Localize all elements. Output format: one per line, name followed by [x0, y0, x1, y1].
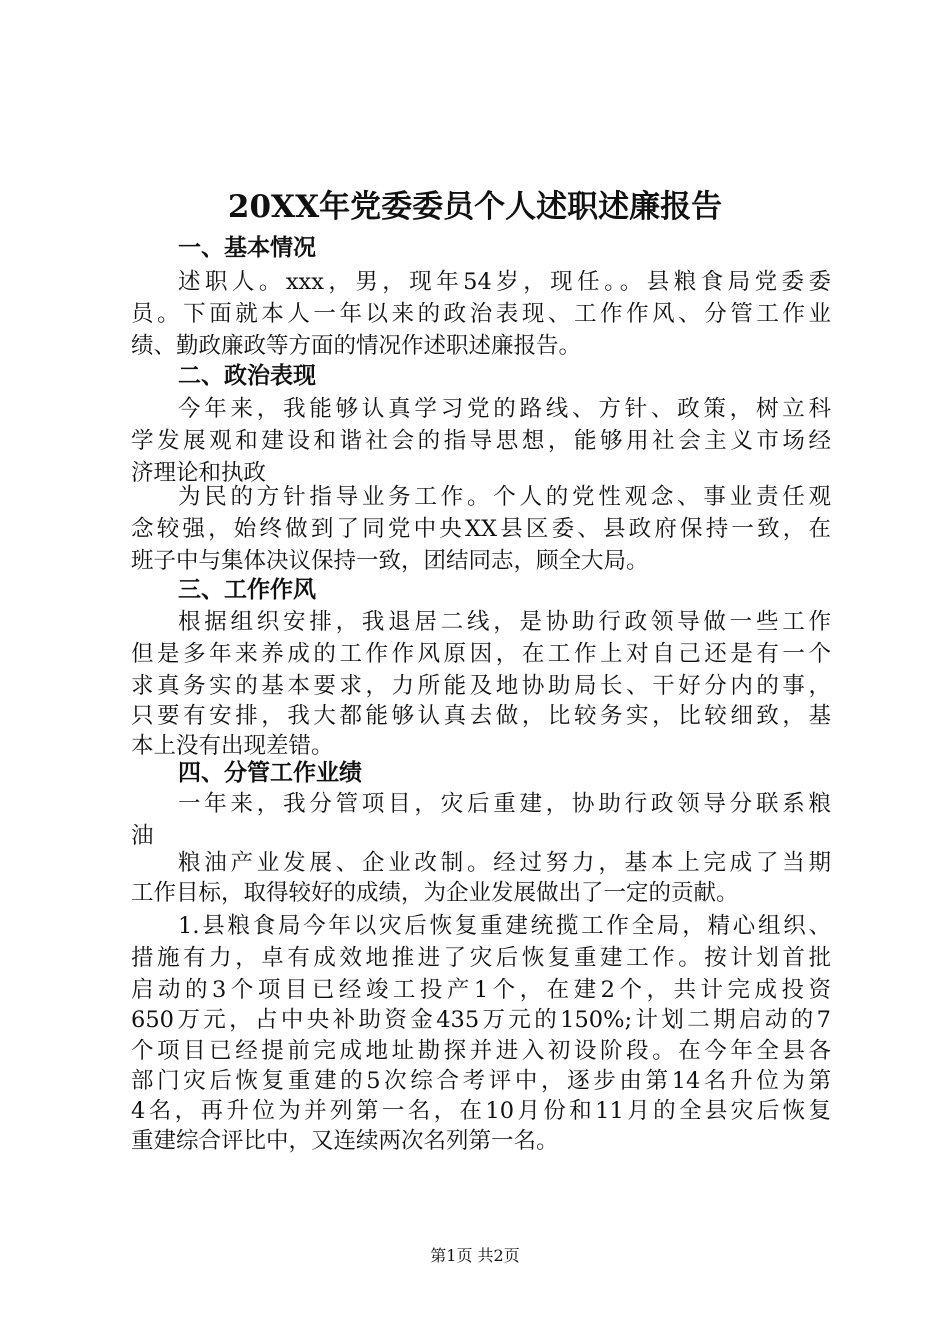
page-number-footer: 第1页 共2页	[430, 1246, 520, 1265]
paragraph-line: 为民的方针指导业务工作。个人的党性观念、事业责任观	[178, 484, 831, 510]
paragraph-line: 粮油产业发展、企业改制。经过努力，基本上完成了当期	[178, 850, 831, 876]
document-title: 20XX年党委委员个人述职述廉报告	[227, 189, 723, 225]
paragraph-line: 本上没有出现差错。	[131, 733, 334, 759]
paragraph-line: 工作目标，取得较好的成绩，为企业发展做出了一定的贡献。	[131, 880, 739, 906]
section-heading-political: 二、政治表现	[178, 363, 316, 389]
paragraph-line: 措施有力，卓有成效地推进了灾后恢复重建工作。按计划首批	[131, 945, 831, 971]
paragraph-line: 650万元，占中央补助资金435万元的150%;计划二期启动的7	[131, 1007, 831, 1033]
paragraph-line: 念较强，始终做到了同党中央XX县区委、县政府保持一致，在	[131, 516, 831, 542]
paragraph-line: 个项目已经提前完成地址勘探并进入初设阶段。在今年全县各	[131, 1038, 831, 1064]
paragraph-line: 绩、勤政廉政等方面的情况作述职述廉报告。	[131, 333, 582, 359]
paragraph-line: 重建综合评比中，又连续两次名列第一名。	[131, 1128, 559, 1154]
paragraph-line: 4名，再升位为并列第一名，在10月份和11月的全县灾后恢复	[131, 1098, 831, 1124]
paragraph-line: 求真务实的基本要求，力所能及地协助局长、干好分内的事，	[131, 673, 831, 699]
paragraph-line: 述职人。xxx，男，现年54岁，现任。。县粮食局党委委	[178, 269, 831, 295]
paragraph-line: 1.县粮食局今年以灾后恢复重建统揽工作全局，精心组织、	[178, 913, 831, 939]
paragraph-line: 根据组织安排，我退居二线，是协助行政领导做一些工作	[178, 609, 831, 635]
paragraph-line: 学发展观和建设和谐社会的指导思想，能够用社会主义市场经	[131, 428, 831, 454]
section-heading-basic-info: 一、基本情况	[178, 235, 316, 261]
paragraph-line: 一年来，我分管项目，灾后重建，协助行政领导分联系粮	[178, 791, 831, 817]
paragraph-line: 启动的3个项目已经竣工投产1个，在建2个，共计完成投资	[131, 977, 831, 1003]
paragraph-line: 员。下面就本人一年以来的政治表现、工作作风、分管工作业	[131, 301, 831, 327]
section-heading-work-style: 三、工作作风	[178, 577, 316, 603]
paragraph-line: 油	[131, 823, 154, 849]
paragraph-line: 部门灾后恢复重建的5次综合考评中，逐步由第14名升位为第	[131, 1068, 831, 1094]
paragraph-line: 只要有安排，我大都能够认真去做，比较务实，比较细致，基	[131, 703, 831, 729]
paragraph-line: 但是多年来养成的工作作风原因，在工作上对自己还是有一个	[131, 641, 831, 667]
paragraph-line: 班子中与集体决议保持一致，团结同志，顾全大局。	[131, 548, 649, 574]
paragraph-line: 今年来，我能够认真学习党的路线、方针、政策，树立科	[178, 396, 831, 422]
section-heading-achievements: 四、分管工作业绩	[178, 760, 362, 786]
paragraph-line: 济理论和执政	[131, 460, 267, 486]
